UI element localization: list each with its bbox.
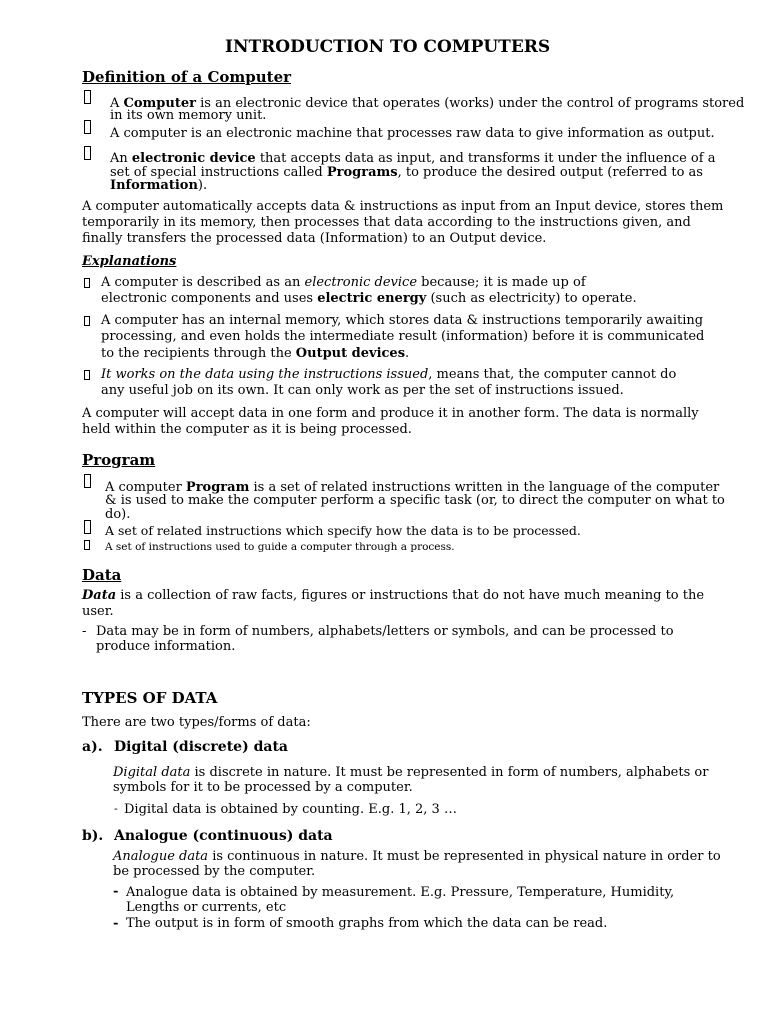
definition-paragraph-line3: finally transfers the processed data (Information) to an Output device. [82,231,547,246]
definition-paragraph-line2: temporarily in its memory, then processes that data according to the instructions given, and [82,215,691,230]
checkbox-bullet-icon [84,370,90,380]
type-b-bullet-1-line2: Lengths or currents, etc [126,900,287,915]
type-a-label: a). [82,739,103,755]
checkbox-bullet-icon [84,90,91,104]
explanations-paragraph-line1: A computer will accept data in one form and produce it in another form. The data is normally [82,406,699,421]
program-bullet-1-line3: do). [105,507,131,522]
data-bullet-1: Data may be in form of numbers, alphabets/letters or symbols, and can be processed to [96,624,674,639]
data-bullet-1-line2: produce information. [96,639,236,654]
dash-bullet: - [113,916,119,931]
definition-paragraph-line1: A computer automatically accepts data & instructions as input from an Input device, stores them [82,199,724,214]
program-bullet-2: A set of related instructions which specify how the data is to be processed. [105,523,581,538]
checkbox-bullet-icon [84,316,90,326]
explanation-3: It works on the data using the instructions issued, means that, the computer cannot do [101,367,677,382]
type-a-bullet: Digital data is obtained by counting. E.g. 1, 2, 3 … [124,802,457,817]
type-b-label: b). [82,828,104,844]
type-a-title: Digital (discrete) data [114,739,288,755]
types-intro: There are two types/forms of data: [82,715,311,730]
definition-bullet-2: A computer is an electronic machine that processes raw data to give information as output. [110,126,715,141]
type-b-bullet-2: The output is in form of smooth graphs from which the data can be read. [126,916,608,931]
checkbox-bullet-icon [84,278,90,288]
section-heading-definition: Definition of a Computer [82,68,292,86]
explanation-2-line2: processing, and even holds the intermediate result (information) before it is communicated [101,329,705,344]
explanation-2: A computer has an internal memory, which stores data & instructions temporarily awaiting [101,313,704,328]
program-bullet-1: A computer Program is a set of related instructions written in the language of the computer [105,480,720,495]
explanation-3-line2: any useful job on its own. It can only work as per the set of instructions issued. [101,383,624,398]
dash-bullet: - [82,624,87,639]
data-definition-line2: user. [82,604,114,619]
definition-bullet-3-line2: set of special instructions called Programs, to produce the desired output (referred to as [110,165,703,180]
checkbox-bullet-icon [84,520,91,534]
section-heading-data: Data [82,566,122,584]
type-a-line1: Digital data is discrete in nature. It must be represented in form of numbers, alphabets or [113,765,709,780]
definition-bullet-1-line2: in its own memory unit. [110,108,267,123]
explanation-1: A computer is described as an electronic device because; it is made up of [101,275,586,290]
data-definition: Data is a collection of raw facts, figures or instructions that do not have much meaning to the [82,588,705,603]
explanations-paragraph-line2: held within the computer as it is being processed. [82,422,412,437]
type-b-line2: be processed by the computer. [113,864,316,879]
checkbox-bullet-icon [84,120,91,134]
definition-bullet-1: A Computer is an electronic device that operates (works) under the control of programs stored [110,96,745,111]
dash-bullet: - [113,884,119,899]
section-heading-explanations: Explanations [82,254,177,269]
checkbox-bullet-icon [84,540,90,550]
checkbox-bullet-icon [84,474,91,488]
definition-bullet-3: An electronic device that accepts data as input, and transforms it under the influence of a [110,151,716,166]
checkbox-bullet-icon [84,146,91,160]
program-bullet-1-line2: & is used to make the computer perform a specific task (or, to direct the computer on what to [105,493,725,508]
type-b-title: Analogue (continuous) data [114,828,333,844]
type-b-bullet-1: Analogue data is obtained by measurement. E.g. Pressure, Temperature, Humidity, [126,885,675,900]
type-b-line1: Analogue data is continuous in nature. It must be represented in physical nature in order to [113,849,721,864]
page-title: INTRODUCTION TO COMPUTERS [225,37,551,57]
dash-bullet: - [114,802,118,815]
section-heading-types: TYPES OF DATA [82,689,218,707]
definition-bullet-3-line3: Information). [110,178,208,193]
section-heading-program: Program [82,451,156,469]
explanation-2-line3: to the recipients through the Output devices. [101,346,410,361]
explanation-1-line2: electronic components and uses electric energy (such as electricity) to operate. [101,291,637,306]
type-a-line2: symbols for it to be processed by a computer. [113,780,413,795]
program-bullet-3: A set of instructions used to guide a computer through a process. [105,541,455,553]
